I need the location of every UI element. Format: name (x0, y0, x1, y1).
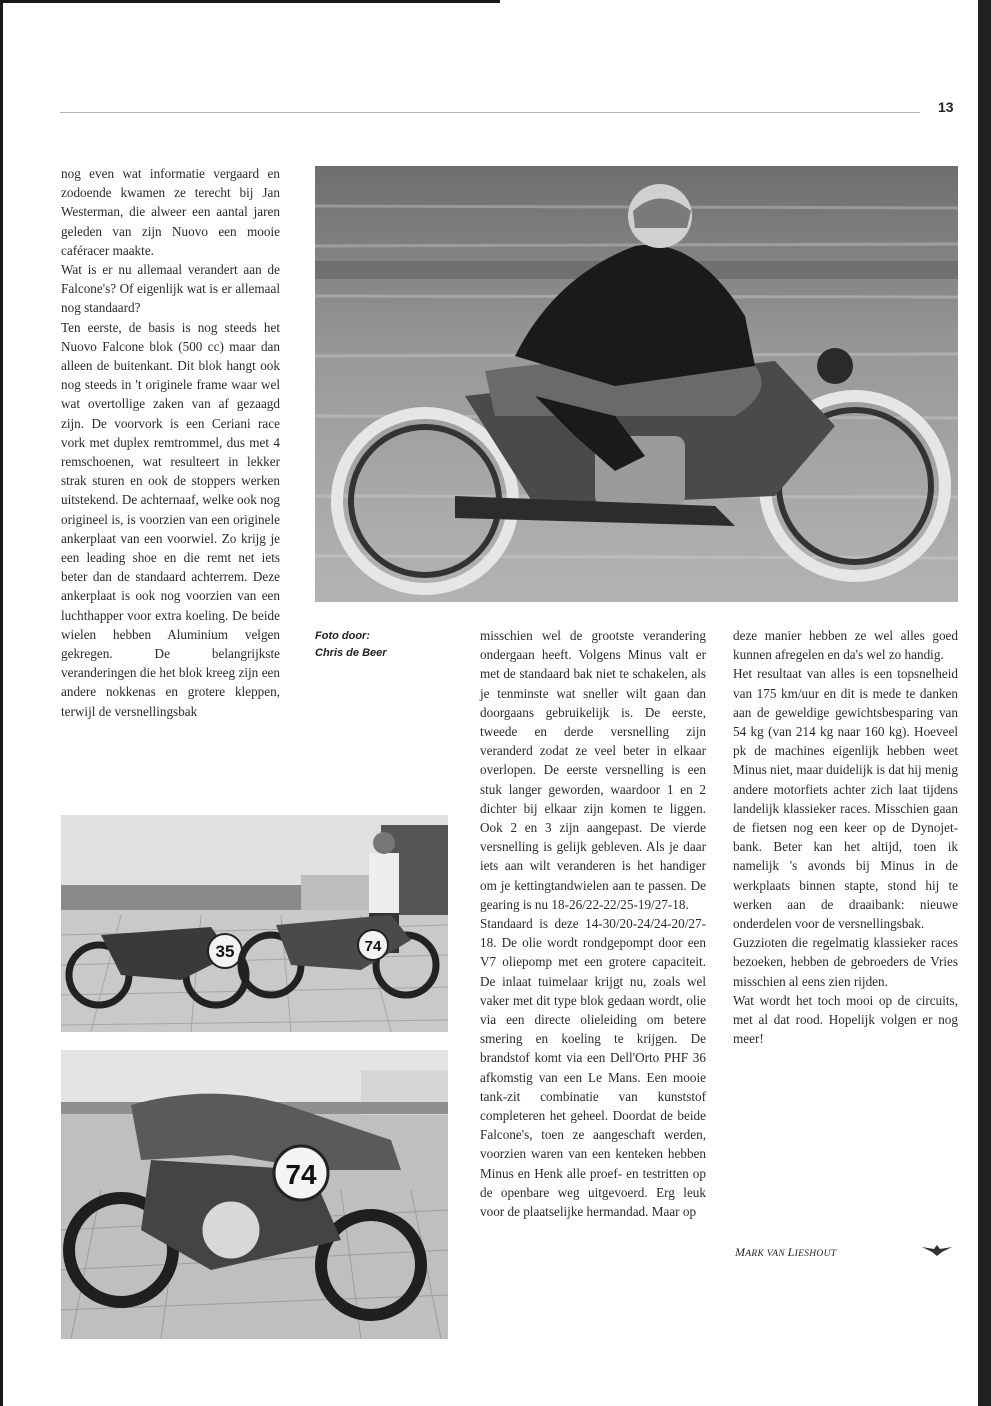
column-middle (480, 626, 706, 1221)
signature-rest-last: IESHOUT (794, 1249, 837, 1259)
caption-label: Foto door: (315, 630, 370, 642)
race-number-35: 35 (215, 942, 235, 961)
author-signature (735, 1245, 836, 1260)
header-rule (60, 112, 920, 113)
column-left (61, 164, 280, 721)
paragraph: Het resultaat van alles is een topsnelheid van 175 km/uur en dit is mede te danken aan de geweldige gewichtsbesparing van 54 kg (van 214 kg naar 160 kg). Hoeveel pk de machines eigenlijk hebben weet Minus niet, maar duidelijk is dat hij menig andere motorfiets achter zich laat tijdens landelijk klassieker races. Misschien gaan de fietsen nog een keer op de Dynojet-bank. Beter kan het altijd, toen ik namelijk 's avonds bij Minus in de werkplaats binnen stapte, stond hij te werken aan de draaibank: nieuwe onderdelen voor de versnellingsbak. (733, 666, 958, 932)
signature-rest-first: ARK (745, 1249, 765, 1259)
photo-caption (315, 628, 405, 662)
signature-middle: VAN (764, 1249, 788, 1259)
paragraph: deze manier hebben ze wel alles goed kunnen afregelen en da's wel zo handig. (733, 628, 958, 663)
eagle-logo-icon (922, 1243, 952, 1257)
scan-edge-top (0, 0, 500, 3)
column-right (733, 626, 958, 1048)
paragraph: Ten eerste, de basis is nog steeds het Nuovo Falcone blok (500 cc) maar dan alleen de buitenkant. Dit blok hangt ook nog steeds in 't originele frame waar wel wat overtollige zaken van af gezaagd zijn. De voorvork is een Ceriani race vork met duplex remtrommel, dus met 4 remschoenen, wat resulteert in lekker strak sturen en ook de stoppers werken uitstekend. De achternaaf, welke ook nog origineel is, is voorzien van een originele ankerplaat van een voorwiel. Zo krijg je een leading shoe en die remt net iets beter dan de standaard achterrem. Deze ankerplaat is ook nog voorzien van een luchthapper voor extra koeling. De beide wielen hebben Aluminium velgen gekregen. De belangrijkste veranderingen die het blok kreeg zijn een andere nokkenas en grotere kleppen, terwijl de versnellingsbak (61, 319, 280, 719)
scan-edge-left (0, 0, 3, 1406)
closeup-bike-photo (61, 1050, 448, 1339)
paragraph: Wat is er nu allemaal verandert aan de Falcone's? Of eigenlijk wat is er allemaal nog standaard? (61, 262, 280, 316)
race-photo-image (315, 166, 958, 602)
paragraph: Wat wordt het toch mooi op de circuits, met al dat rood. Hopelijk volgen er nog meer! (733, 992, 958, 1047)
closeup-bike-photo-image (61, 1050, 448, 1339)
scan-edge-right (978, 0, 991, 1406)
signature-initial-last: L (787, 1245, 795, 1259)
race-number-74: 74 (364, 938, 382, 955)
paragraph: Standaard is deze 14-30/20-24/24-20/27-18. De olie wordt rondgepompt door een V7 oliepomp met een grotere capaciteit. De inlaat tuimelaar krijgt nu, zoals wel vaker met dit type blok gedaan wordt, olie via een directe olieleiding om betere smering en koeling te krijgen. De brandstof komt via een Dell'Orto PHF 36 afkomstig van een Le Mans. Een mooie tank-zit combinatie van kunststof completeren het geheel. Doordat de beide Falcone's, toen ze aangeschaft werden, voorzien waren van een kenteken hebben Minus en Henk alle proef- en testritten op de openbare weg uitgevoerd. Erg leuk voor de plaatselijke hermandad. Maar op (480, 916, 706, 1220)
race-photo (315, 166, 958, 602)
paragraph: nog even wat informatie vergaard en zodoende kwamen ze terecht bij Jan Westerman, die alweer een aantal jaren geleden van zijn Nuovo een mooie caféracer maakte. (61, 166, 280, 258)
signature-initial-first: M (735, 1245, 746, 1259)
two-bikes-photo (61, 815, 448, 1032)
page-number: 13 (938, 99, 954, 115)
paragraph: Guzzioten die regelmatig klassieker races bezoeken, hebben de gebroeders de Vries misschien al eens zien rijden. (733, 935, 958, 989)
race-number-74-closeup: 74 (285, 1159, 317, 1190)
two-bikes-photo-image (61, 815, 448, 1032)
paragraph: misschien wel de grootste verandering ondergaan heeft. Volgens Minus valt er met de standaard bak niet te schakelen, als je tenminste wat sneller wilt gaan dan doorgaans gebruikelijk is. De eerste, tweede en derde versnelling zijn veranderd zodat ze veel beter in elkaar overlopen. De eerste versnelling is een stuk langer geworden, waardoor 1 en 2 dichter bij elkaar zijn komen te liggen. Ook 2 en 3 zijn aangepast. De vierde versnelling is gelijk gebleven. Als je daar iets aan wilt veranderen is het handiger om je kettingtandwielen aan te passen. De gearing is nu 18-26/22-22/25-19/27-18. (480, 628, 706, 912)
caption-photographer: Chris de Beer (315, 647, 387, 659)
